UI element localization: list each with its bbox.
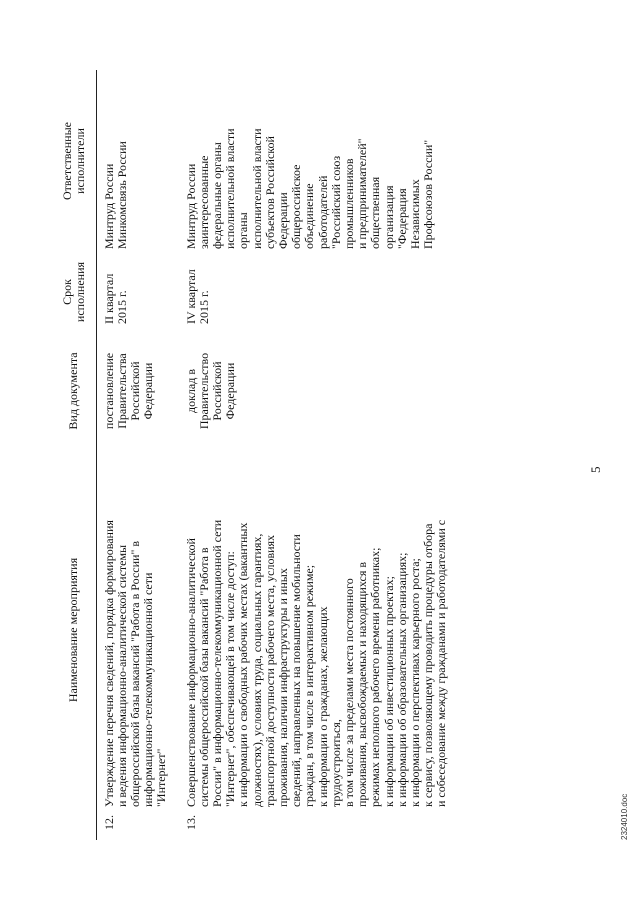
cell-number: 13. (183, 815, 198, 830)
cell-measure-name-line: проживания, высвобождаемых и находящихся в (355, 561, 370, 807)
cell-measure-name-line: Утверждение перечня сведений, порядка формирования (101, 520, 116, 807)
cell-measure-name-line: к информации о свободных рабочих местах (вакантных (236, 522, 251, 807)
cell-responsible-line: Минтруд России (101, 163, 116, 249)
cell-deadline-line: IV квартал (183, 269, 198, 324)
cell-document-type-line: Российской (209, 361, 224, 421)
rotated-page (0, 70, 640, 870)
cell-responsible (179, 70, 459, 252)
cell-measure-name (96, 450, 179, 810)
cell-responsible-line: организация (381, 185, 396, 249)
cell-responsible-line: Профсоюзов России" (421, 139, 436, 249)
table-header-row (52, 70, 96, 840)
cell-measure-name-line: к информации о перспективах карьерного роста; (407, 558, 422, 807)
cell-measure-name-line: трудоустроиться, (328, 719, 343, 807)
header-term (52, 252, 96, 332)
page-number: 5 (588, 466, 603, 473)
cell-responsible-line: общественная (368, 176, 383, 249)
cell-document-type-line: Правительство (196, 352, 211, 430)
cell-deadline-line: 2015 г. (114, 290, 129, 324)
cell-measure-name-line: к сервису, позволяющему проводить процедуры отбора (421, 523, 436, 807)
cell-responsible-line: Независимых (407, 179, 422, 249)
header-term-line: исполнения (72, 261, 87, 323)
cell-responsible-line: органы (236, 212, 251, 249)
cell-deadline (179, 252, 459, 332)
cell-measure-name-line: сведений, направленных на повышение мобильности (289, 534, 304, 807)
cell-measure-name (179, 450, 459, 810)
cell-responsible-line: объединение (302, 183, 317, 249)
cell-deadline-line: 2015 г. (196, 290, 211, 324)
cell-measure-name-line: граждан, в том числе в интерактивном режиме; (302, 564, 317, 807)
cell-measure-name-line: режимах неполного рабочего времени работниках; (368, 547, 383, 807)
cell-responsible-line: общероссийское (289, 164, 304, 249)
cell-measure-name-line: информационно-телекоммуникационной сети (141, 572, 156, 807)
document-file-id: 2324010.doc (620, 793, 629, 840)
cell-responsible-line: и предпринимателей" (355, 138, 370, 249)
cell-responsible-line: "Российский союз (328, 155, 343, 249)
cell-measure-name-line: транспортной доступности рабочего места, условиях (262, 534, 277, 807)
cell-measure-name-line: и собеседование между гражданами и работодателями с (434, 519, 449, 807)
header-term-line: Срок (59, 279, 74, 305)
cell-responsible-line: исполнительной власти (223, 128, 238, 249)
cell-measure-name-line: Совершенствование информационно-аналитической (183, 538, 198, 807)
cell-document-type-line: Российской (127, 361, 142, 421)
cell-document-type-line: Федерации (223, 362, 238, 420)
cell-responsible-line: работодателей (315, 175, 330, 249)
header-num (52, 810, 96, 840)
table-row (179, 70, 459, 840)
cell-responsible-line: заинтересованные (196, 155, 211, 249)
cell-document-type-line: доклад в (183, 368, 198, 414)
cell-measure-name-line: общероссийской базы вакансий "Работа в России" в (127, 540, 142, 807)
cell-document-type (179, 332, 459, 450)
table-body (96, 70, 459, 840)
cell-responsible-line: промышленников (341, 158, 356, 249)
cell-measure-name-line: системы общероссийской базы вакансий "Работа в (196, 547, 211, 807)
cell-document-type-line: постановление (101, 352, 116, 430)
cell-measure-name-line: к информации об образовательных организациях; (394, 552, 409, 807)
header-resp-line: исполнители (72, 128, 87, 194)
table-row (96, 70, 179, 840)
cell-measure-name-line: к информации о гражданах, желающих (315, 606, 330, 807)
cell-deadline-line: II квартал (101, 273, 116, 324)
cell-responsible-line: Минкомсвязь России (114, 141, 129, 249)
cell-measure-name-line: проживания, наличии инфраструктуры и иных (275, 568, 290, 807)
cell-document-type-line: Федерации (141, 362, 156, 420)
header-name: Наименование мероприятия (52, 450, 96, 810)
cell-responsible (96, 70, 179, 252)
header-resp (52, 70, 96, 252)
cell-responsible-line: "Федерация (394, 188, 409, 249)
measures-table (52, 70, 459, 840)
cell-measure-name-line: "Интернет" (154, 748, 169, 807)
header-resp-line: Ответственные (59, 122, 74, 200)
cell-measure-name-line: и ведения информационно-аналитической системы (114, 544, 129, 807)
cell-responsible-line: Минтруд России (183, 163, 198, 249)
cell-measure-name-line: в том числе за пределами места постоянного (341, 578, 356, 807)
cell-responsible-line: исполнительной власти (249, 128, 264, 249)
cell-number: 12. (101, 815, 116, 830)
cell-measure-name-line: "Интернет", обеспечивающей в том числе доступ: (223, 551, 238, 807)
cell-document-type (96, 332, 179, 450)
cell-document-type-line: Правительства (114, 353, 129, 429)
cell-deadline (96, 252, 179, 332)
cell-responsible-line: федеральные органы (209, 142, 224, 249)
header-doc: Вид документа (52, 332, 96, 450)
cell-responsible-line: субъектов Российской (262, 136, 277, 249)
cell-measure-name-line: России" в информационно-телекоммуникационной сети (209, 519, 224, 807)
cell-measure-name-line: должностях), условиях труда, социальных гарантиях, (249, 533, 264, 807)
cell-responsible-line: Федерации (275, 192, 290, 249)
cell-measure-name-line: к информации об инвестиционных проектах; (381, 576, 396, 807)
